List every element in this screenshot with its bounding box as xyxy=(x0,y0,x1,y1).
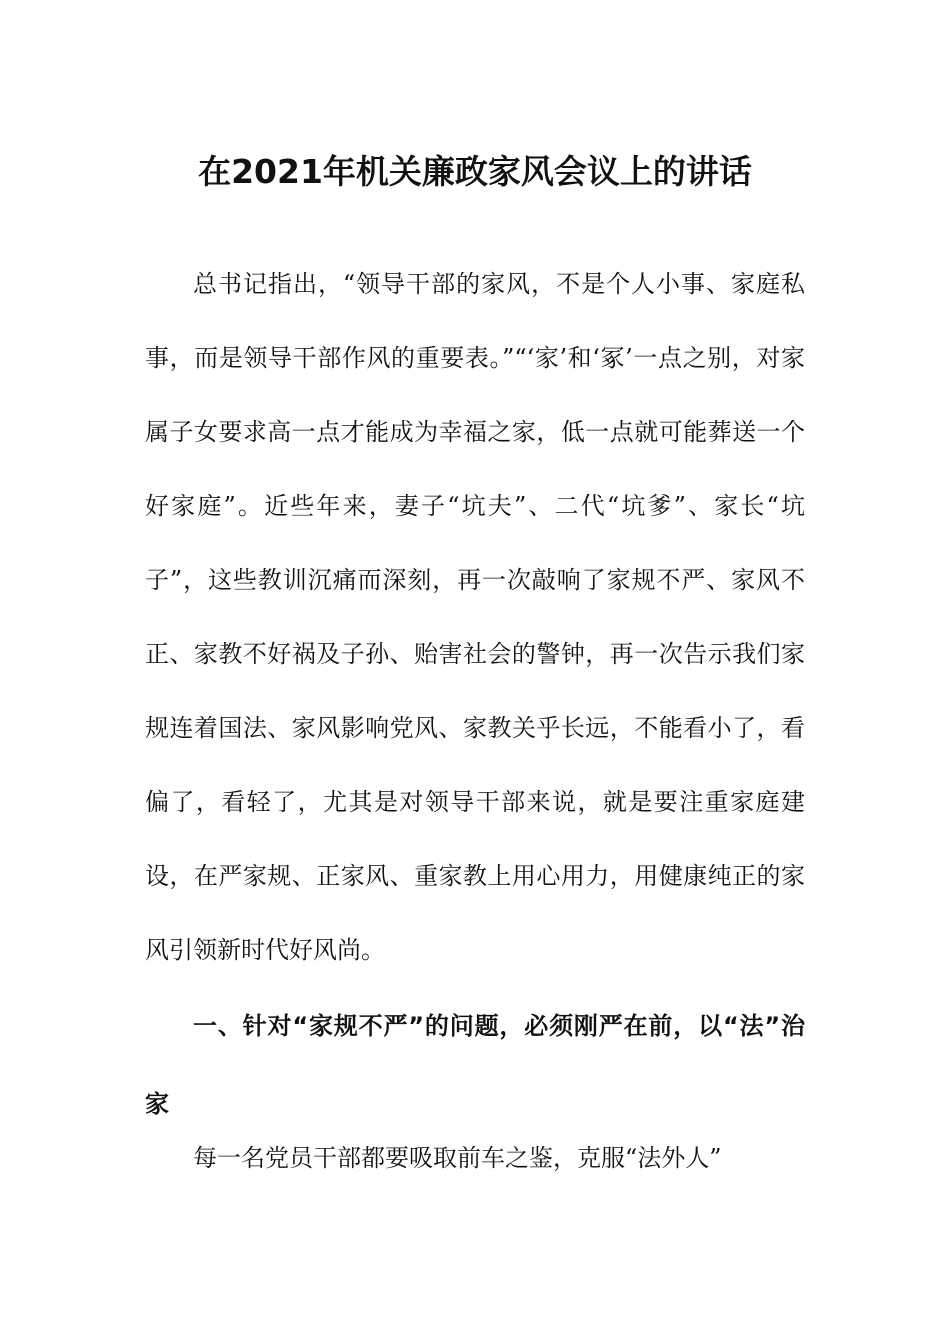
body-paragraph: 总书记指出，“领导干部的家风，不是个人小事、家庭私事，而是领导干部作风的重要表。”“‘家’和‘冢’一点之别，对家属子女要求高一点才能成为幸福之家，低一点就可能葬送一个好家庭”。近些年来，妻子“坑夫”、二代“坑爹”、家长“坑子”，这些教训沉痛而深刻，再一次敲响了家规不严、家风不正、家教不好祸及子孙、贻害社会的警钟，再一次告示我们家规连着国法、家风影响党风、家教关乎长远，不能看小了，看偏了，看轻了，尤其是对领导干部来说，就是要注重家庭建设，在严家规、正家风、重家教上用心用力，用健康纯正的家风引领新时代好风尚。 xyxy=(145,270,805,964)
section-heading: 一、针对“家规不严”的问题，必须刚严在前，以“法”治家 xyxy=(145,1012,805,1118)
document-title: 在2021年机关廉政家风会议上的讲话 xyxy=(198,152,752,192)
section-paragraph: 每一名党员干部都要吸取前车之鉴，克服“法外人” xyxy=(193,1144,722,1172)
